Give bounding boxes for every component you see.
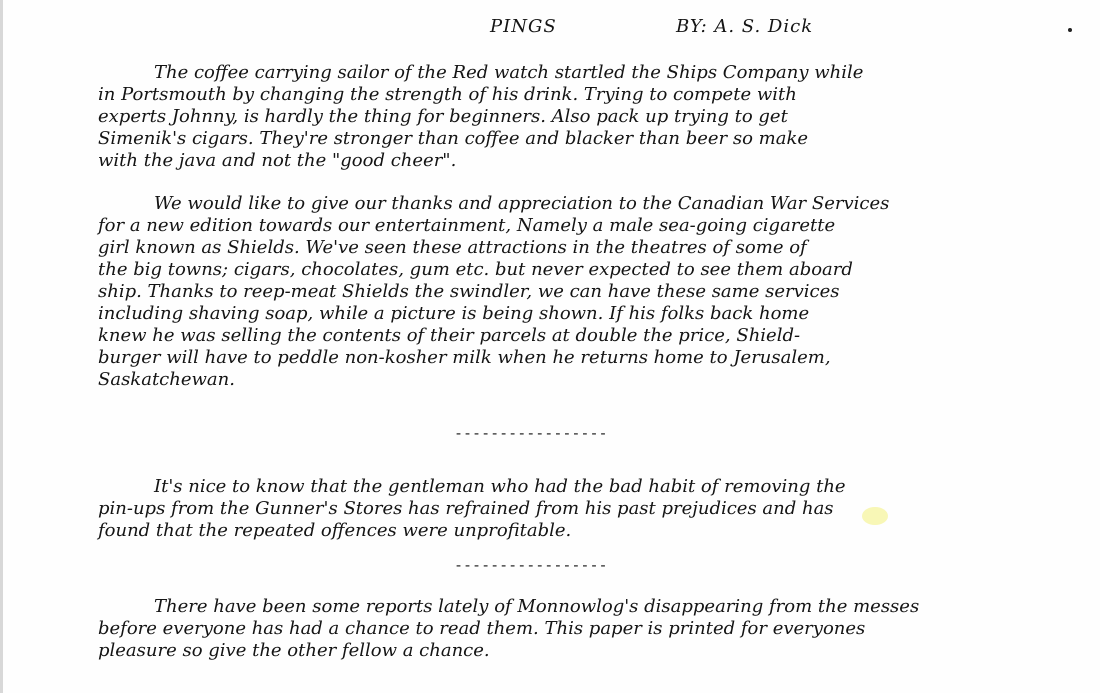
paper-stain: [862, 507, 888, 525]
section-separator: -----------------: [454, 424, 608, 442]
text-line: pin-ups from the Gunner's Stores has refrained from his past prejudices and has: [98, 498, 834, 519]
paragraph-coffee-sailor: [98, 62, 1028, 172]
text-line: experts Johnny, is hardly the thing for beginners. Also pack up trying to get: [98, 106, 788, 127]
text-line: pleasure so give the other fellow a chance.: [98, 640, 490, 661]
text-line: burger will have to peddle non-kosher milk when he returns home to Jerusalem,: [98, 347, 831, 368]
paragraph-monnowlog: [98, 596, 1028, 662]
text-line: girl known as Shields. We've seen these attractions in the theatres of some of: [98, 237, 807, 258]
text-line: the big towns; cigars, chocolates, gum etc. but never expected to see them aboard: [98, 259, 853, 280]
ink-speck: [1068, 28, 1072, 32]
column-title: PINGS: [490, 16, 557, 37]
page-edge: [0, 0, 3, 693]
text-line: We would like to give our thanks and appreciation to the Canadian War Services: [154, 193, 890, 214]
text-line: before everyone has had a chance to read them. This paper is printed for everyones: [98, 618, 866, 639]
text-line: Saskatchewan.: [98, 369, 235, 390]
text-line: There have been some reports lately of Monnowlog's disappearing from the messes: [154, 596, 920, 617]
paragraph-war-services: [98, 193, 1028, 391]
text-line: knew he was selling the contents of their parcels at double the price, Shield-: [98, 325, 801, 346]
text-line: found that the repeated offences were unprofitable.: [98, 520, 572, 541]
text-line: ship. Thanks to reep-meat Shields the swindler, we can have these same services: [98, 281, 840, 302]
author-byline: BY: A. S. Dick: [676, 16, 814, 37]
text-line: for a new edition towards our entertainment, Namely a male sea-going cigarette: [98, 215, 836, 236]
section-separator: -----------------: [454, 556, 608, 574]
text-line: The coffee carrying sailor of the Red watch startled the Ships Company while: [154, 62, 864, 83]
text-line: Simenik's cigars. They're stronger than coffee and blacker than beer so make: [98, 128, 808, 149]
paragraph-pin-ups: [98, 476, 1028, 542]
text-line: in Portsmouth by changing the strength of his drink. Trying to compete with: [98, 84, 797, 105]
text-line: It's nice to know that the gentleman who had the bad habit of removing the: [154, 476, 846, 497]
text-line: including shaving soap, while a picture is being shown. If his folks back home: [98, 303, 810, 324]
text-line: with the java and not the "good cheer".: [98, 150, 457, 171]
